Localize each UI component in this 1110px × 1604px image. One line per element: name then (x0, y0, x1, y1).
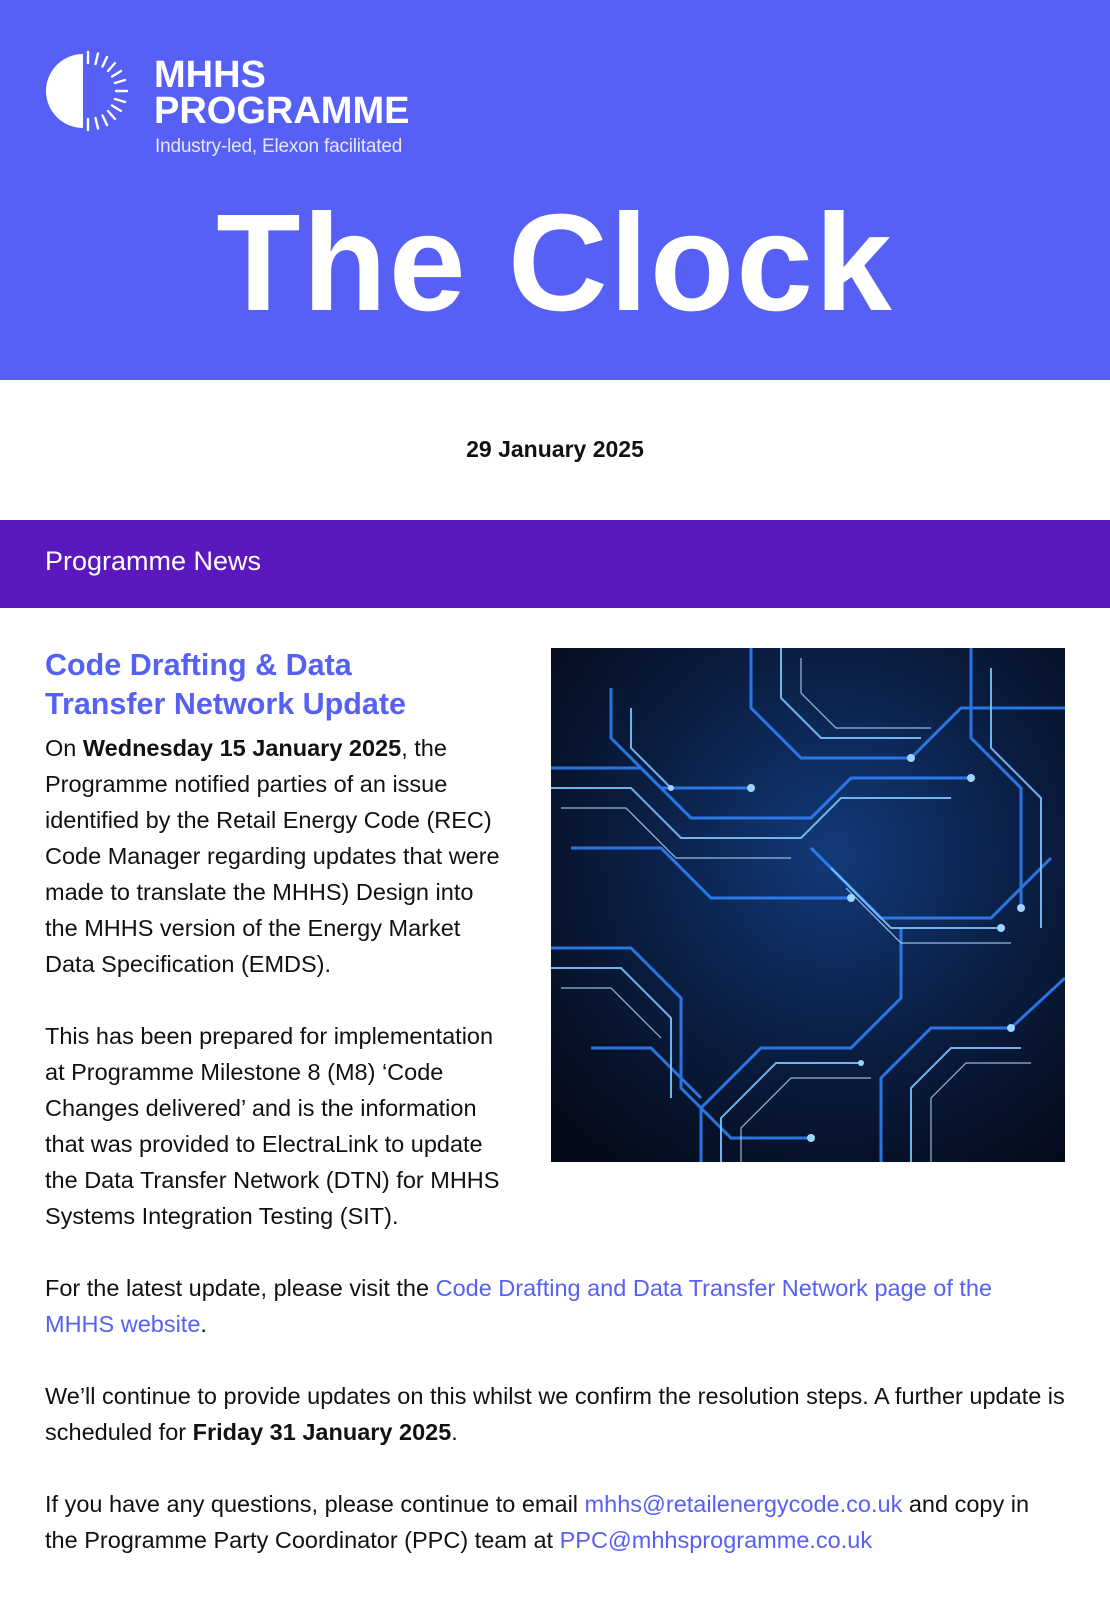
article-paragraph-3 (45, 1270, 1065, 1342)
circuit-board-image (551, 648, 1065, 1162)
p5-text-start: If you have any questions, please continue to email (45, 1491, 585, 1517)
code-drafting-page-link[interactable]: Code Drafting and Data Transfer Network page of the MHHS website (45, 1275, 993, 1337)
article-paragraph-4 (45, 1378, 1065, 1450)
brand-name-line2: PROGRAMME (154, 90, 410, 132)
brand-name-line1: MHHS (154, 54, 266, 96)
section-header (0, 520, 1110, 608)
p4-text-end: . (451, 1419, 458, 1445)
issue-date: 29 January 2025 (466, 436, 644, 462)
brand-tagline: Industry-led, Elexon facilitated (155, 136, 403, 157)
ppc-email-link[interactable]: PPC@mhhsprogramme.co.uk (559, 1527, 873, 1553)
newsletter-header (0, 0, 1110, 380)
p1-date-bold: Wednesday 15 January 2025 (82, 735, 402, 761)
p3-text-start: For the latest update, please visit the (45, 1275, 436, 1301)
p1-text-end: , the Programme notified parties of an issue identified by the Retail Energy Code (REC) Code Manager regarding updates that were made to translate the MHHS) Design into the MHHS version of the Energy Market Data Specification (EMDS). (45, 735, 500, 977)
p1-text-start: On (45, 735, 83, 761)
article-title-line1: Code Drafting & Data (45, 648, 352, 682)
article-paragraph-5 (45, 1486, 1065, 1558)
section-title: Programme News (45, 546, 262, 576)
p4-date-bold: Friday 31 January 2025 (192, 1419, 452, 1445)
article-paragraph-2: This has been prepared for implementation at Programme Milestone 8 (M8) ‘Code Changes delivered’ and is the information that was provided to ElectraLink to update the Data Transfer Network (DTN) for MHHS Systems Integration Testing (SIT). (45, 1023, 500, 1229)
article-title-line2: Transfer Network Update (45, 687, 407, 721)
article (45, 646, 1065, 1594)
sun-half-icon (45, 48, 131, 134)
rec-email-link[interactable]: mhhs@retailenergycode.co.uk (584, 1491, 903, 1517)
p4-text-start: We’ll continue to provide updates on this whilst we confirm the resolution steps. A further update is scheduled for (45, 1383, 1065, 1445)
p3-text-end: . (200, 1311, 207, 1337)
p5-text-mid: and copy in the Programme Party Coordinator (PPC) team at (45, 1491, 1030, 1553)
newsletter-title: The Clock (216, 186, 894, 340)
